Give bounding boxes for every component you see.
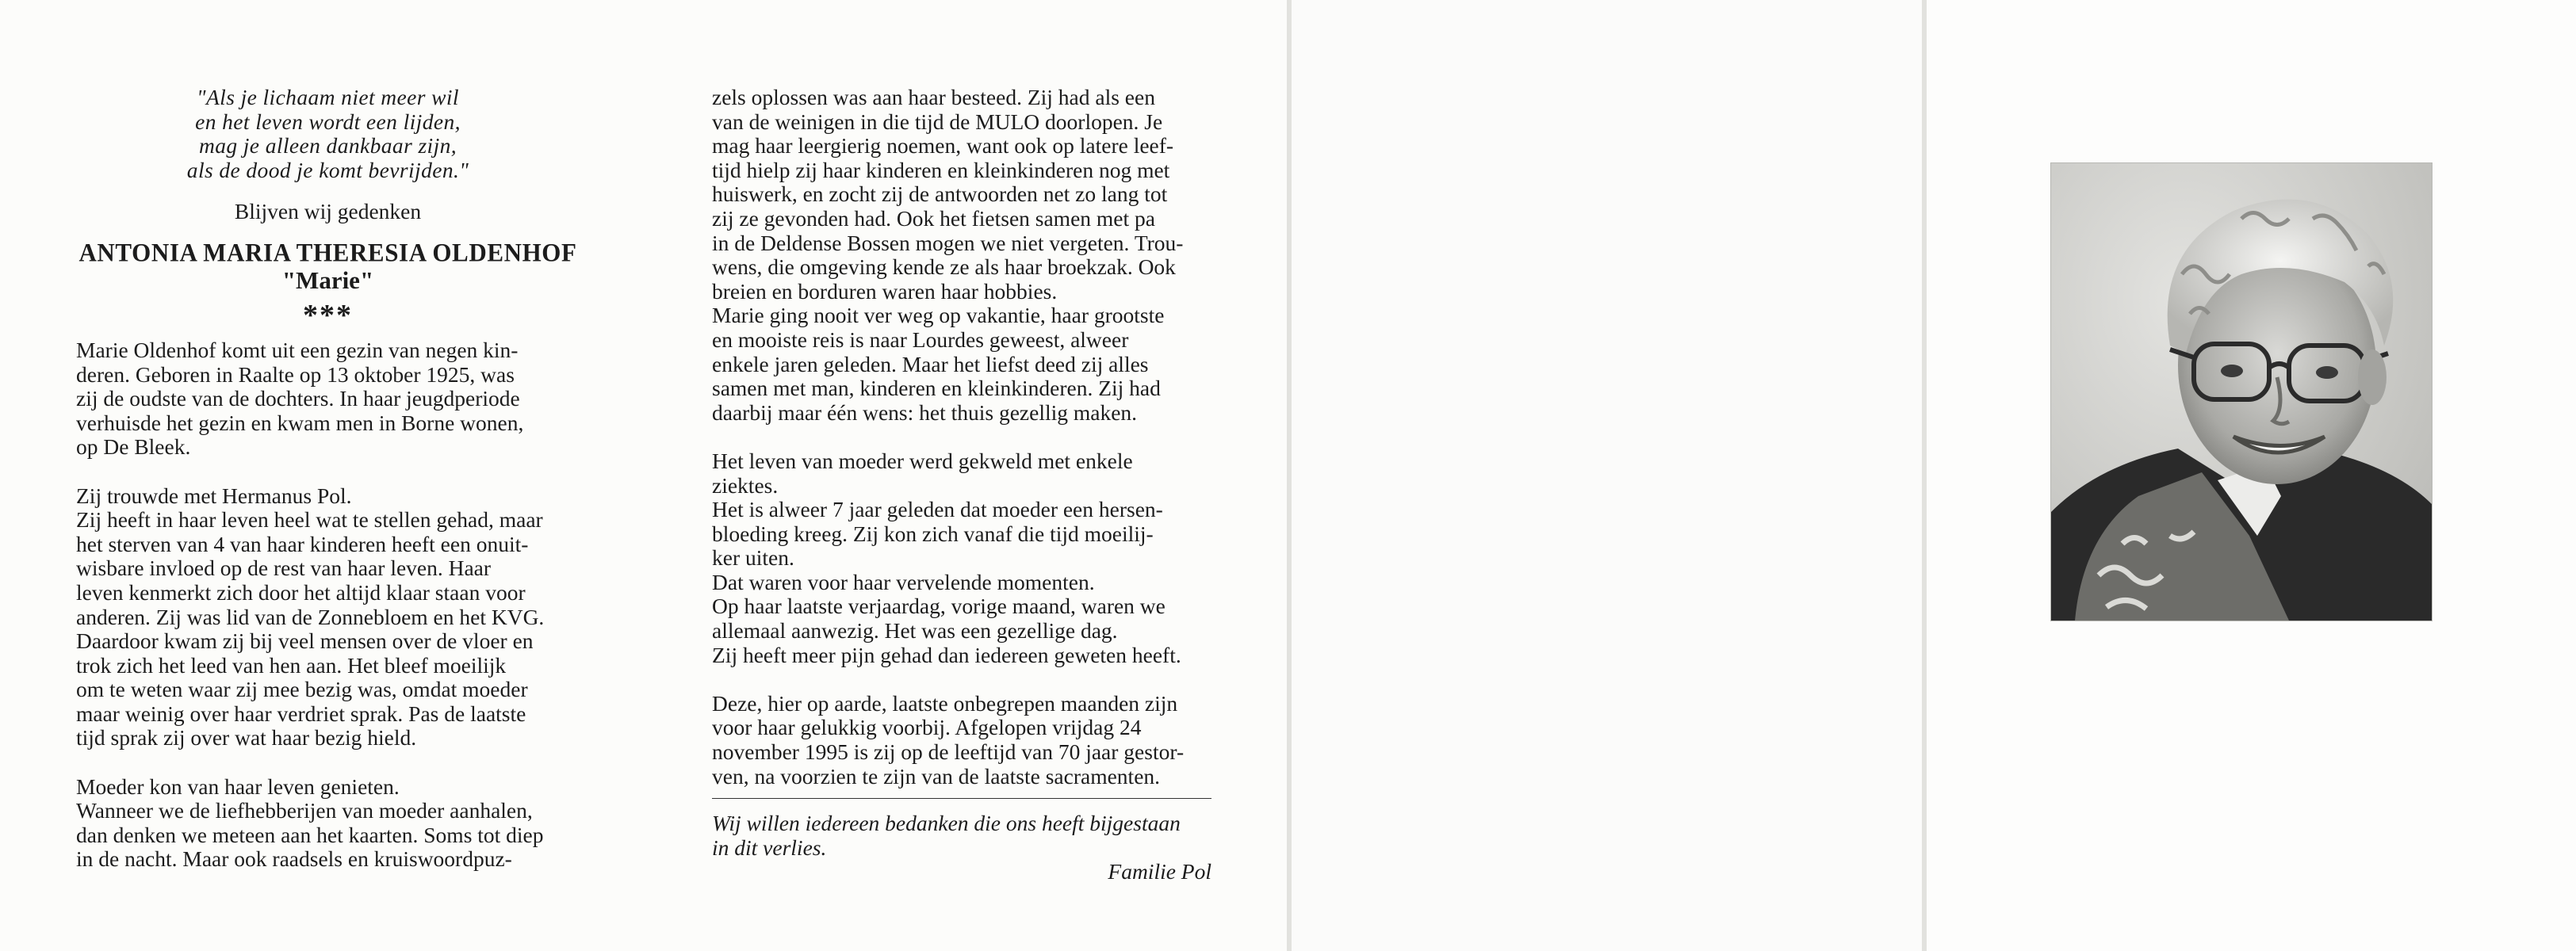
poem-line: als de dood je komt bevrijden." bbox=[186, 157, 469, 182]
text-line: wens, die omgeving kende ze als haar broekzak. Ook bbox=[712, 254, 1176, 280]
text-line: Zij trouwde met Hermanus Pol. bbox=[76, 483, 352, 508]
text-line: in de Deldense Bossen mogen we niet vergeten. Trou- bbox=[712, 230, 1184, 255]
text-line: Het leven van moeder werd gekweld met enkele bbox=[712, 448, 1133, 473]
biography-text-part1 bbox=[76, 338, 580, 872]
paragraph-gap bbox=[76, 750, 580, 775]
deceased-nickname: "Marie" bbox=[281, 265, 374, 294]
text-line: van de weinigen in die tijd de MULO doorlopen. Je bbox=[712, 109, 1163, 134]
text-column-left bbox=[76, 86, 580, 872]
text-line: en mooiste reis is naar Lourdes geweest, alweer bbox=[712, 327, 1129, 352]
family-signature: Familie Pol bbox=[1108, 859, 1211, 884]
text-line: ziektes. bbox=[712, 472, 779, 498]
text-line: trok zich het leed van hen aan. Het bleef moeilijk bbox=[76, 652, 507, 678]
ornament-stars: *** bbox=[303, 298, 353, 332]
text-line: deren. Geboren in Raalte op 13 oktober 1925, was bbox=[76, 361, 515, 387]
text-line: dan denken we meteen aan het kaarten. Soms tot diep bbox=[76, 822, 544, 847]
text-line: ven, na voorzien te zijn van de laatste sacramenten. bbox=[712, 763, 1161, 789]
text-line: het sterven van 4 van haar kinderen heeft een onuit- bbox=[76, 531, 529, 556]
text-line: zij ze gevonden had. Ook het fietsen samen met pa bbox=[712, 205, 1155, 231]
text-line: zels oplossen was aan haar besteed. Zij had als een bbox=[712, 85, 1155, 109]
poem-line: en het leven wordt een lijden, bbox=[195, 109, 461, 134]
text-line: huiswerk, en zocht zij de antwoorden net zo lang tot bbox=[712, 181, 1168, 207]
thanks-line: in dit verlies. bbox=[712, 835, 827, 860]
text-line: Wanneer we de liefhebberijen van moeder aanhalen, bbox=[76, 798, 533, 823]
text-line: Zij heeft meer pijn gehad dan iedereen geweten heeft. bbox=[712, 642, 1181, 667]
text-line: Marie ging nooit ver weg op vakantie, haar grootste bbox=[712, 303, 1165, 328]
text-line: mag haar leergierig noemen, want ook op latere leef- bbox=[712, 133, 1174, 158]
text-line: om te weten waar zij mee bezig was, omdat moeder bbox=[76, 677, 528, 702]
text-line: Marie Oldenhof komt uit een gezin van negen kin- bbox=[76, 337, 519, 362]
card-inner-spread bbox=[0, 0, 1287, 951]
text-line: Zij heeft in haar leven heel wat te stellen gehad, maar bbox=[76, 507, 543, 533]
text-line: ker uiten. bbox=[712, 545, 794, 571]
text-line: breien en borduren waren haar hobbies. bbox=[712, 278, 1058, 304]
biography-text-part2 bbox=[712, 86, 1211, 789]
text-line: bloeding kreeg. Zij kon zich vanaf die tijd moeilij- bbox=[712, 521, 1154, 546]
text-line: verhuisde het gezin en kwam men in Borne wonen, bbox=[76, 410, 524, 435]
text-column-right bbox=[712, 86, 1211, 884]
text-line: voor haar gelukkig voorbij. Afgelopen vrijdag 24 bbox=[712, 715, 1142, 740]
thanks-line: Wij willen iedereen bedanken die ons heeft bijgestaan bbox=[712, 811, 1181, 836]
text-line: enkele jaren geleden. Maar het liefst deed zij alles bbox=[712, 351, 1149, 376]
text-line: Daardoor kwam zij bij veel mensen over de vloer en bbox=[76, 628, 534, 654]
text-line: Op haar laatste verjaardag, vorige maand, waren we bbox=[712, 594, 1166, 619]
text-line: in de nacht. Maar ook raadsels en kruiswoordpuz- bbox=[76, 846, 512, 872]
memorial-poem bbox=[76, 86, 580, 182]
text-line: Deze, hier op aarde, laatste onbegrepen maanden zijn bbox=[712, 690, 1178, 716]
text-line: Het is alweer 7 jaar geleden dat moeder een hersen- bbox=[712, 497, 1163, 522]
text-line: wisbare invloed op de rest van haar leven. Haar bbox=[76, 556, 492, 581]
paragraph-gap bbox=[76, 460, 580, 484]
text-line: zij de oudste van de dochters. In haar jeugdperiode bbox=[76, 386, 520, 411]
text-line: anderen. Zij was lid van de Zonnebloem en het KVG. bbox=[76, 604, 545, 629]
text-line: Moeder kon van haar leven genieten. bbox=[76, 773, 400, 799]
paragraph-gap bbox=[712, 667, 1211, 692]
poem-line: mag je alleen dankbaar zijn, bbox=[198, 133, 457, 158]
portrait-photo bbox=[2050, 162, 2432, 621]
divider-rule bbox=[712, 798, 1211, 799]
blank-panel bbox=[1292, 0, 1922, 951]
text-line: tijd hielp zij haar kinderen en kleinkinderen nog met bbox=[712, 157, 1170, 182]
text-line: tijd sprak zij over wat haar bezig hield. bbox=[76, 725, 417, 750]
text-line: allemaal aanwezig. Het was een gezellige dag. bbox=[712, 618, 1118, 644]
text-line: leven kenmerkt zich door het altijd klaar staan voor bbox=[76, 579, 526, 605]
poem-line: "Als je lichaam niet meer wil bbox=[197, 85, 459, 109]
text-line: daarbij maar één wens: het thuis gezellig maken. bbox=[712, 399, 1138, 425]
text-line: op De Bleek. bbox=[76, 434, 191, 460]
text-line: Dat waren voor haar vervelende momenten. bbox=[712, 569, 1095, 594]
paragraph-gap bbox=[712, 425, 1211, 449]
text-line: november 1995 is zij op de leeftijd van 70 jaar gestor- bbox=[712, 739, 1185, 765]
remembrance-line: Blijven wij gedenken bbox=[234, 199, 422, 224]
thanks-text bbox=[712, 812, 1211, 860]
text-line: samen met man, kinderen en kleinkinderen. Zij had bbox=[712, 376, 1161, 401]
deceased-name: ANTONIA MARIA THERESIA OLDENHOF bbox=[78, 238, 577, 267]
text-line: maar weinig over haar verdriet sprak. Pas de laatste bbox=[76, 701, 526, 726]
